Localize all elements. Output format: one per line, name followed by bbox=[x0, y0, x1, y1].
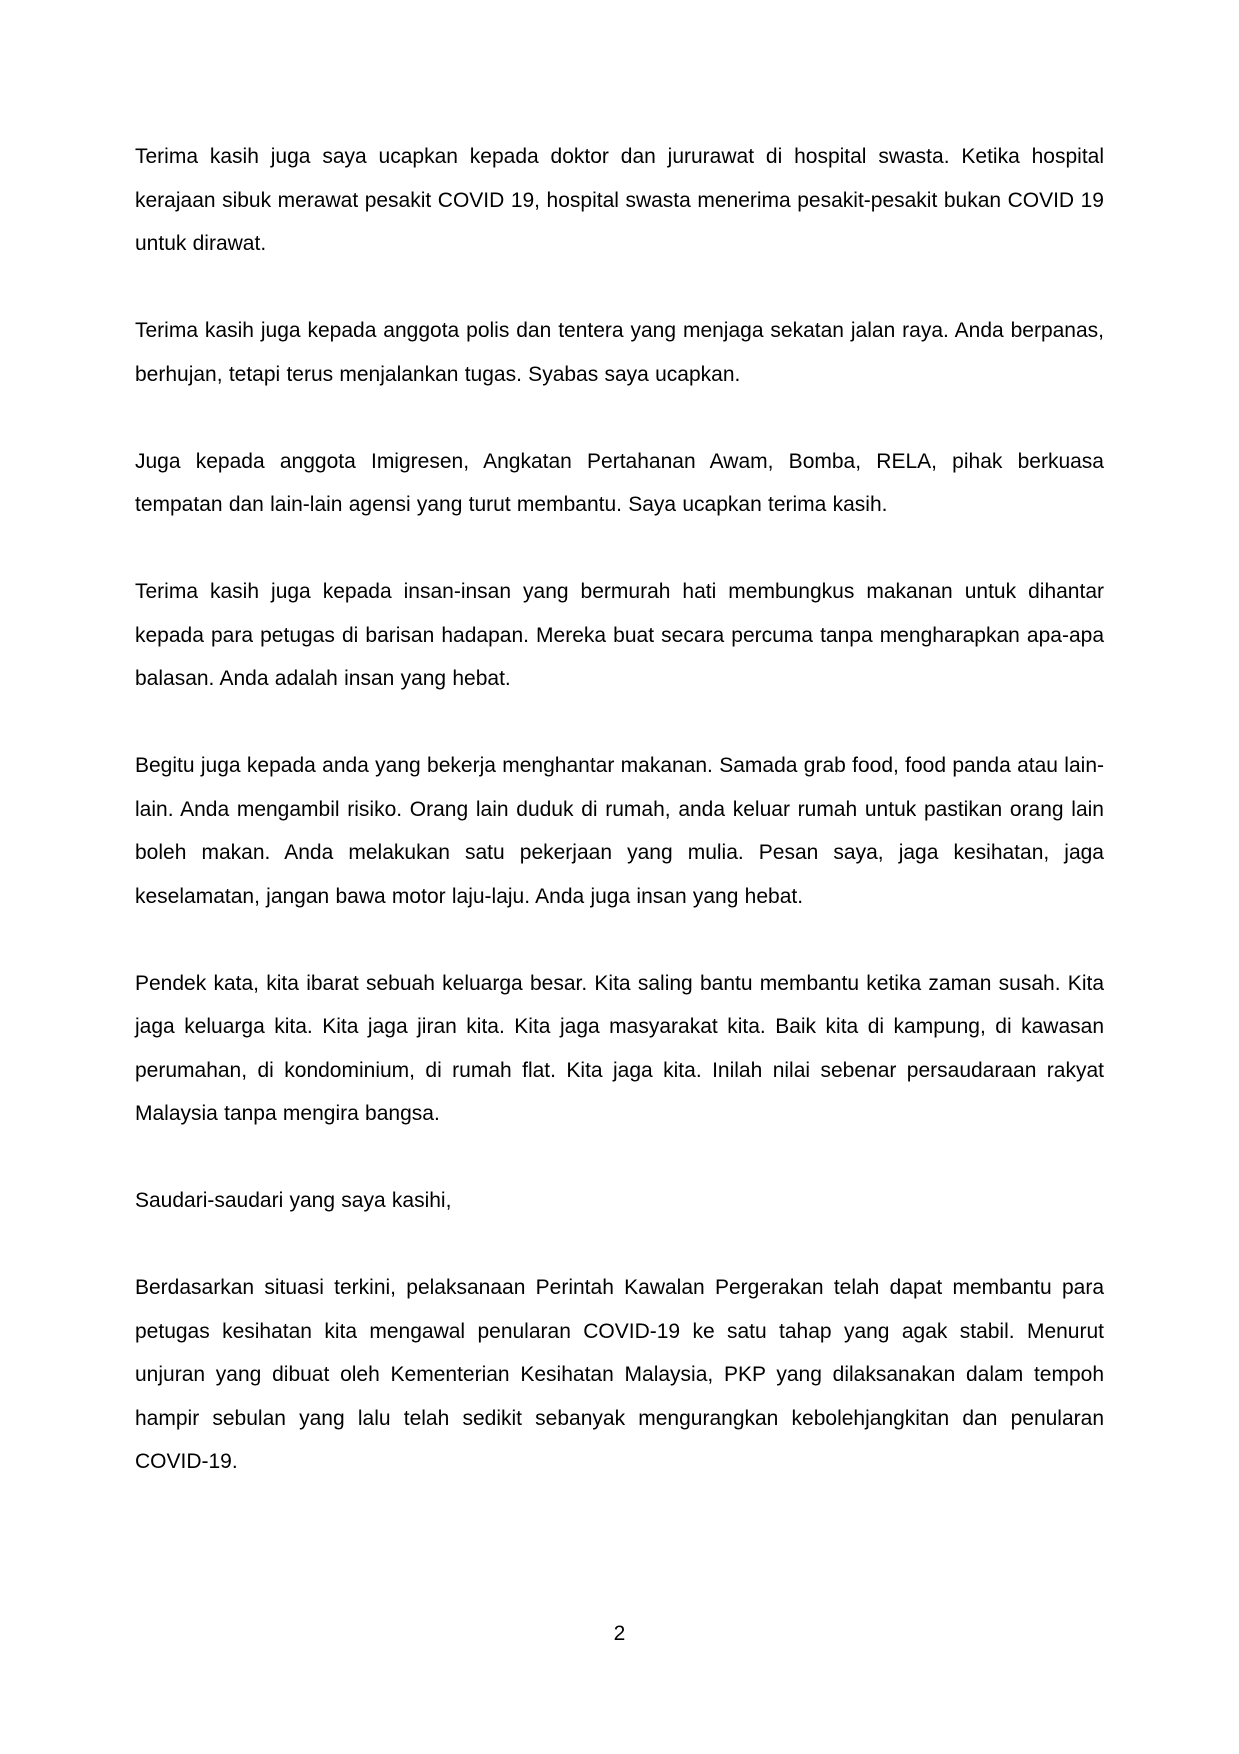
paragraph-pkp-situation: Berdasarkan situasi terkini, pelaksanaan Perintah Kawalan Pergerakan telah dapat membantu para petugas kesihatan kita mengawal penularan COVID-19 ke satu tahap yang agak stabil. Menurut unjuran yang dibuat oleh Kementerian Kesihatan Malaysia, PKP yang dilaksanakan dalam tempoh hampir sebulan yang lalu telah sedikit sebanyak mengurangkan kebolehjangkitan dan penularan COVID-19. bbox=[135, 1276, 1104, 1473]
paragraph-thanks-food-packers: Terima kasih juga kepada insan-insan yang bermurah hati membungkus makanan untuk dihantar kepada para petugas di barisan hadapan. Mereka buat secara percuma tanpa mengharapkan apa-apa balasan. Anda adalah insan yang hebat. bbox=[135, 580, 1104, 690]
paragraph-thanks-agencies: Juga kepada anggota Imigresen, Angkatan Pertahanan Awam, Bomba, RELA, pihak berkuasa tempatan dan lain-lain agensi yang turut membantu. Saya ucapkan terima kasih. bbox=[135, 449, 1104, 516]
paragraph-thanks-police-military: Terima kasih juga kepada anggota polis dan tentera yang menjaga sekatan jalan raya. Anda berpanas, berhujan, tetapi terus menjalankan tugas. Syabas saya ucapkan. bbox=[135, 319, 1104, 386]
page-number: 2 bbox=[613, 1622, 626, 1645]
salutation-line: Saudari-saudari yang saya kasihi, bbox=[135, 1189, 452, 1212]
paragraph-thanks-private-hospitals: Terima kasih juga saya ucapkan kepada doktor dan jururawat di hospital swasta. Ketika hospital kerajaan sibuk merawat pesakit COVID 19, hospital swasta menerima pesakit-pesakit bukan COVID 19 untuk dirawat. bbox=[135, 145, 1104, 255]
paragraph-thanks-food-delivery: Begitu juga kepada anda yang bekerja menghantar makanan. Samada grab food, food panda atau lain-lain. Anda mengambil risiko. Orang lain duduk di rumah, anda keluar rumah untuk pastikan orang lain boleh makan. Anda melakukan satu pekerjaan yang mulia. Pesan saya, jaga kesihatan, jaga keselamatan, jangan bawa motor laju-laju. Anda juga insan yang hebat. bbox=[135, 754, 1104, 908]
paragraph-big-family: Pendek kata, kita ibarat sebuah keluarga besar. Kita saling bantu membantu ketika zaman susah. Kita jaga keluarga kita. Kita jaga jiran kita. Kita jaga masyarakat kita. Baik kita di kampung, di kawasan perumahan, di kondominium, di rumah flat. Kita jaga kita. Inilah nilai sebenar persaudaraan rakyat Malaysia tanpa mengira bangsa. bbox=[135, 971, 1104, 1125]
document-body bbox=[135, 135, 1104, 1527]
